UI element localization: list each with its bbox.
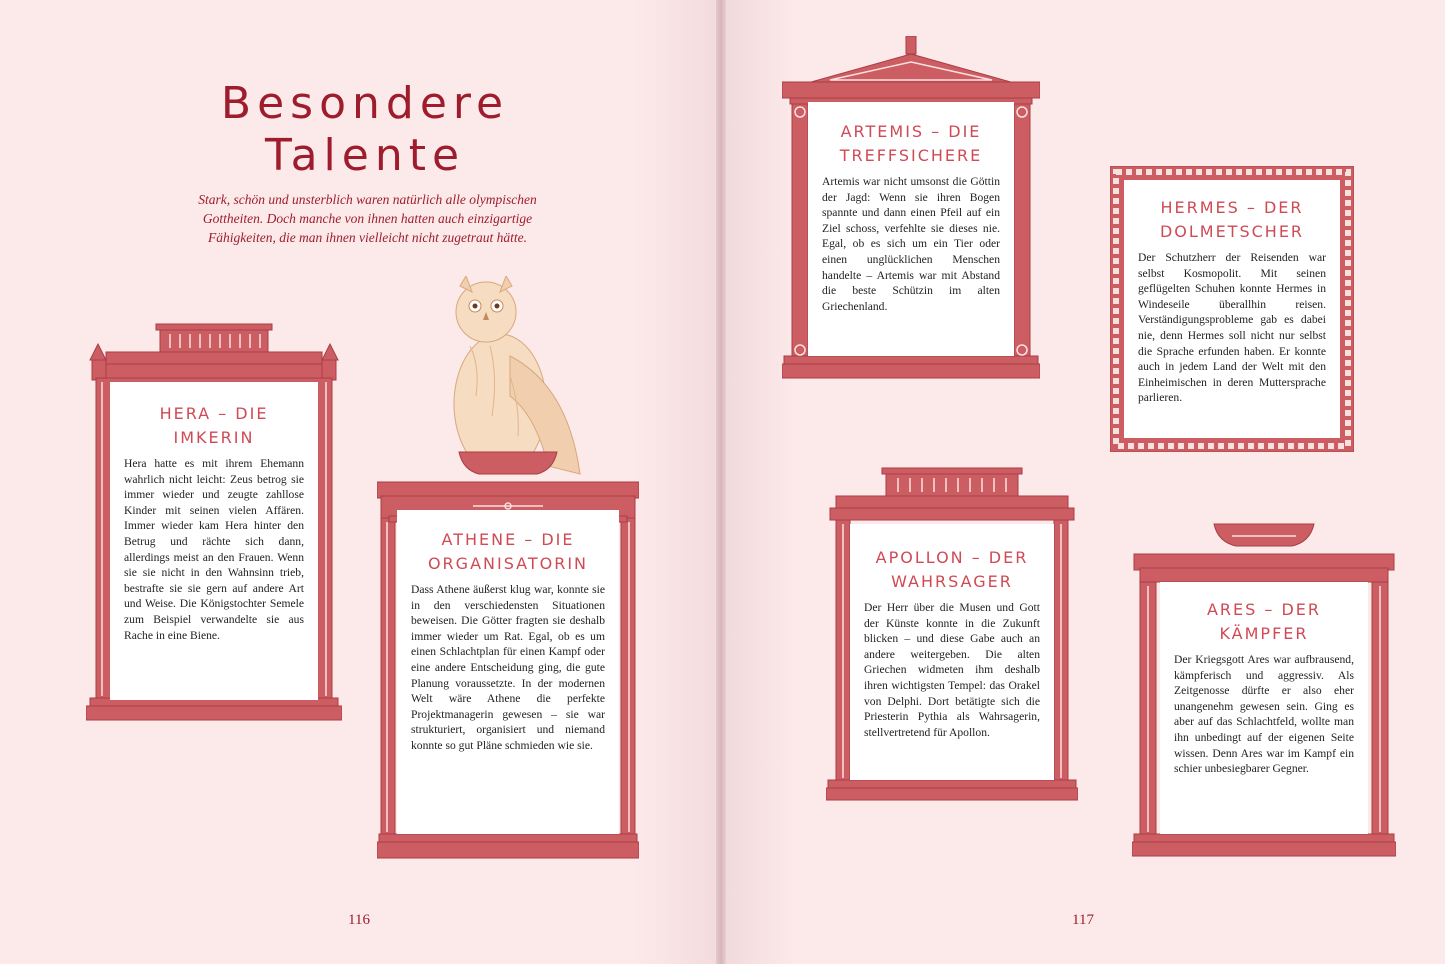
- intro-text: Stark, schön und unsterblich waren natürlich alle olympischen Gottheiten. Doch manche von ihnen hatten auch einzigartige Fähigkeiten, die man ihnen vielleicht nicht zugetraut hätte.: [198, 192, 537, 245]
- title-line-1: Besondere: [220, 78, 510, 129]
- page-number-right: 117: [1072, 912, 1094, 928]
- athene-panel: [397, 510, 619, 834]
- ares-frame: [1132, 522, 1396, 858]
- artemis-heading: ARTEMIS – DIE TREFFSICHERE: [839, 122, 983, 165]
- ares-panel: [1160, 582, 1368, 834]
- apollon-heading: APOLLON – DER WAHRSAGER: [875, 548, 1029, 591]
- ares-text: Der Kriegsgott Ares war aufbrausend, kämpferisch und aggressiv. Als Zeitgenosse dürfte er also eher unangenehm gewesen sein. Ging es aber auf das Schlachtfeld, wollte man ihn unbedingt auf der eigenen Seite wissen. Denn Ares war im Kampf ein schier unbesiegbarer Gegner.: [1174, 653, 1354, 776]
- artemis-frame: [782, 36, 1040, 380]
- title-line-2: Talente: [264, 130, 466, 181]
- hermes-heading: HERMES – DER DOLMETSCHER: [1159, 198, 1305, 241]
- book-gutter: [716, 0, 726, 964]
- ares-heading: ARES – DER KÄMPFER: [1206, 600, 1322, 643]
- apollon-text: Der Herr über die Musen und Gott der Künste konnte in die Zukunft blicken – und diese Gabe auch an andere weitergeben. Die alten Griechen widmeten ihm deshalb ihren wichtigsten Tempel: das Orakel von Delphi. Dort betätigte sich die Priesterin Pythia als Wahrsagerin, stellvertretend für Apollon.: [864, 601, 1040, 739]
- hera-frame: [86, 320, 342, 724]
- hera-panel: [110, 382, 318, 700]
- artemis-panel: [808, 102, 1014, 356]
- athene-frame: [377, 450, 639, 860]
- hermes-frame: [1110, 166, 1354, 452]
- hera-text: Hera hatte es mit ihrem Ehemann wahrlich nicht leicht: Zeus betrog sie immer wieder und zeugte zahllose Kinder mit seinen vielen Affären. Immer wieder kam Hera hinter den Betrug und rächte sich dann, allerdings meist an den Frauen. Wenn sie sie nicht in den Wahnsinn trieb, bestrafte sie sie gern auf andere Art und Weise. Die Königstochter Semele zum Beispiel verwandelte sie aus Rache in eine Biene.: [124, 457, 304, 642]
- page-number-left: 116: [348, 912, 370, 928]
- hermes-text: Der Schutzherr der Reisenden war selbst Kosmopolit. Mit seinen geflügelten Schuhen konnte Hermes in Windeseile überallhin reisen. Verständigungsprobleme gab es dabei nie, denn Hermes soll nicht nur selbst die Sprache erfunden haben. Er konnte auch in jedem Land der Welt mit den Einheimischen in deren Muttersprache parlieren.: [1138, 251, 1326, 405]
- artemis-text: Artemis war nicht umsonst die Göttin der Jagd: Wenn sie ihren Bogen spannte und dann einen Pfeil auf ein Ziel schoss, verfehlte sie dieses nie. Egal, ob es sich um ein Tier oder einen unglücklichen Menschen handelte – Artemis war mit Abstand die beste Schützin im alten Griechenland.: [822, 175, 1000, 313]
- hermes-panel: [1124, 180, 1340, 438]
- page-title: [180, 78, 550, 182]
- hera-heading: HERA – DIE IMKERIN: [159, 404, 269, 447]
- athene-text: Dass Athene äußerst klug war, konnte sie in den verschiedensten Situationen beweisen. Die Götter fragten sie deshalb immer wieder um Rat. Egal, ob es um einen Schlachtplan für einen Kampf oder eine andere Entscheidung ging, die gute Planung voraussetzte. In der modernen Welt wäre Athene die perfekte Projektmanagerin gewesen – sie war strukturiert, organisiert und niemand konnte so gut Pläne schmieden wie sie.: [411, 583, 605, 752]
- apollon-panel: [850, 524, 1054, 780]
- athene-heading: ATHENE – DIE ORGANISATORIN: [427, 530, 589, 573]
- apollon-frame: [826, 464, 1078, 802]
